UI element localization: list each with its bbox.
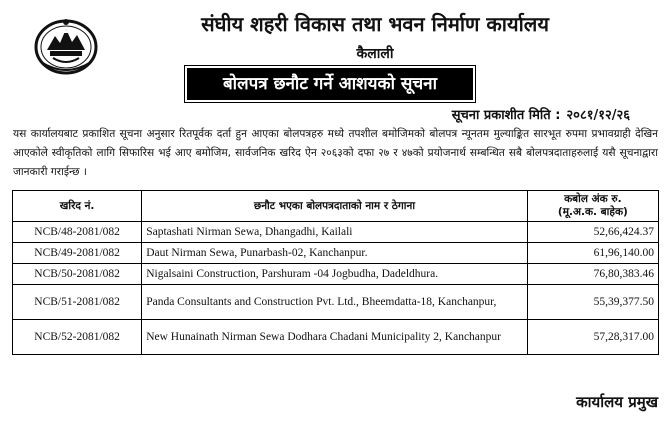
table-row xyxy=(13,264,659,285)
contract-no-cell: NCB/51-2081/082 xyxy=(13,285,142,320)
bidder-cell: New Hunainath Nirman Sewa Dodhara Chadani Municipality 2, Kanchanpur xyxy=(142,320,528,355)
published-date-line xyxy=(300,105,630,123)
bidder-cell: Saptashati Nirman Sewa, Dhangadhi, Kailali xyxy=(142,222,528,243)
notice-paragraph: यस कार्यालयबाट प्रकाशित सूचना अनुसार रितपूर्वक दर्ता हुन आएका बोलपत्रहरु मध्ये तपशील बमोजिमको बोलपत्र न्यूनतम मुल्याङ्कित सारभूत रुपमा प्रभावग्राही देखिन आएकोले स्वीकृतिको लागि सिफारिस भई आए बमोजिम, सार्वजनिक खरिद ऐन २०६३को दफा २७ र ४७को प्रयोजनार्थ सम्बन्धित सबै बोलपत्रदाताहरुलाई यसै सूचनाद्वारा जानकारी गराईन्छ । xyxy=(13,128,658,178)
office-name: संघीय शहरी विकास तथा भवन निर्माण कार्यालय xyxy=(201,12,549,36)
published-date: २०८१/१२/२६ xyxy=(566,108,630,123)
amount-cell: 61,96,140.00 xyxy=(527,243,658,264)
government-emblem-icon xyxy=(33,14,99,76)
table-row xyxy=(13,243,659,264)
table-row xyxy=(13,320,659,355)
notice-title: बोलपत्र छनौट गर्ने आशयको सूचना xyxy=(187,68,473,100)
awarded-bids-table xyxy=(12,190,659,355)
contract-no-cell: NCB/49-2081/082 xyxy=(13,243,142,264)
table-row xyxy=(13,285,659,320)
amount-cell: 76,80,383.46 xyxy=(527,264,658,285)
bidder-cell: Panda Consultants and Construction Pvt. Ltd., Bheemdatta-18, Kanchanpur, xyxy=(142,285,528,320)
bidder-cell: Nigalsaini Construction, Parshuram -04 Jogbudha, Dadeldhura. xyxy=(142,264,528,285)
amount-cell: 52,66,424.37 xyxy=(527,222,658,243)
header-amount-line2: (मू.अ.क. बाहेक) xyxy=(557,206,628,218)
contract-no-cell: NCB/50-2081/082 xyxy=(13,264,142,285)
header-amount-line1: कबोल अंक रु. xyxy=(564,193,622,205)
contract-no-cell: NCB/52-2081/082 xyxy=(13,320,142,355)
header-contract-no: खरिद नं. xyxy=(13,191,142,222)
published-label: सूचना प्रकाशीत मिति : xyxy=(451,108,561,123)
signatory: कार्यालय प्रमुख xyxy=(576,393,658,411)
table-header-row xyxy=(13,191,659,222)
bidder-cell: Daut Nirman Sewa, Punarbash-02, Kanchanpur. xyxy=(142,243,528,264)
header-bidder: छनौट भएका बोलपत्रदाताको नाम र ठेगाना xyxy=(142,191,528,222)
office-location: कैलाली xyxy=(356,46,394,62)
amount-cell: 55,39,377.50 xyxy=(527,285,658,320)
contract-no-cell: NCB/48-2081/082 xyxy=(13,222,142,243)
amount-cell: 57,28,317.00 xyxy=(527,320,658,355)
header-amount xyxy=(527,191,658,222)
table-row xyxy=(13,222,659,243)
